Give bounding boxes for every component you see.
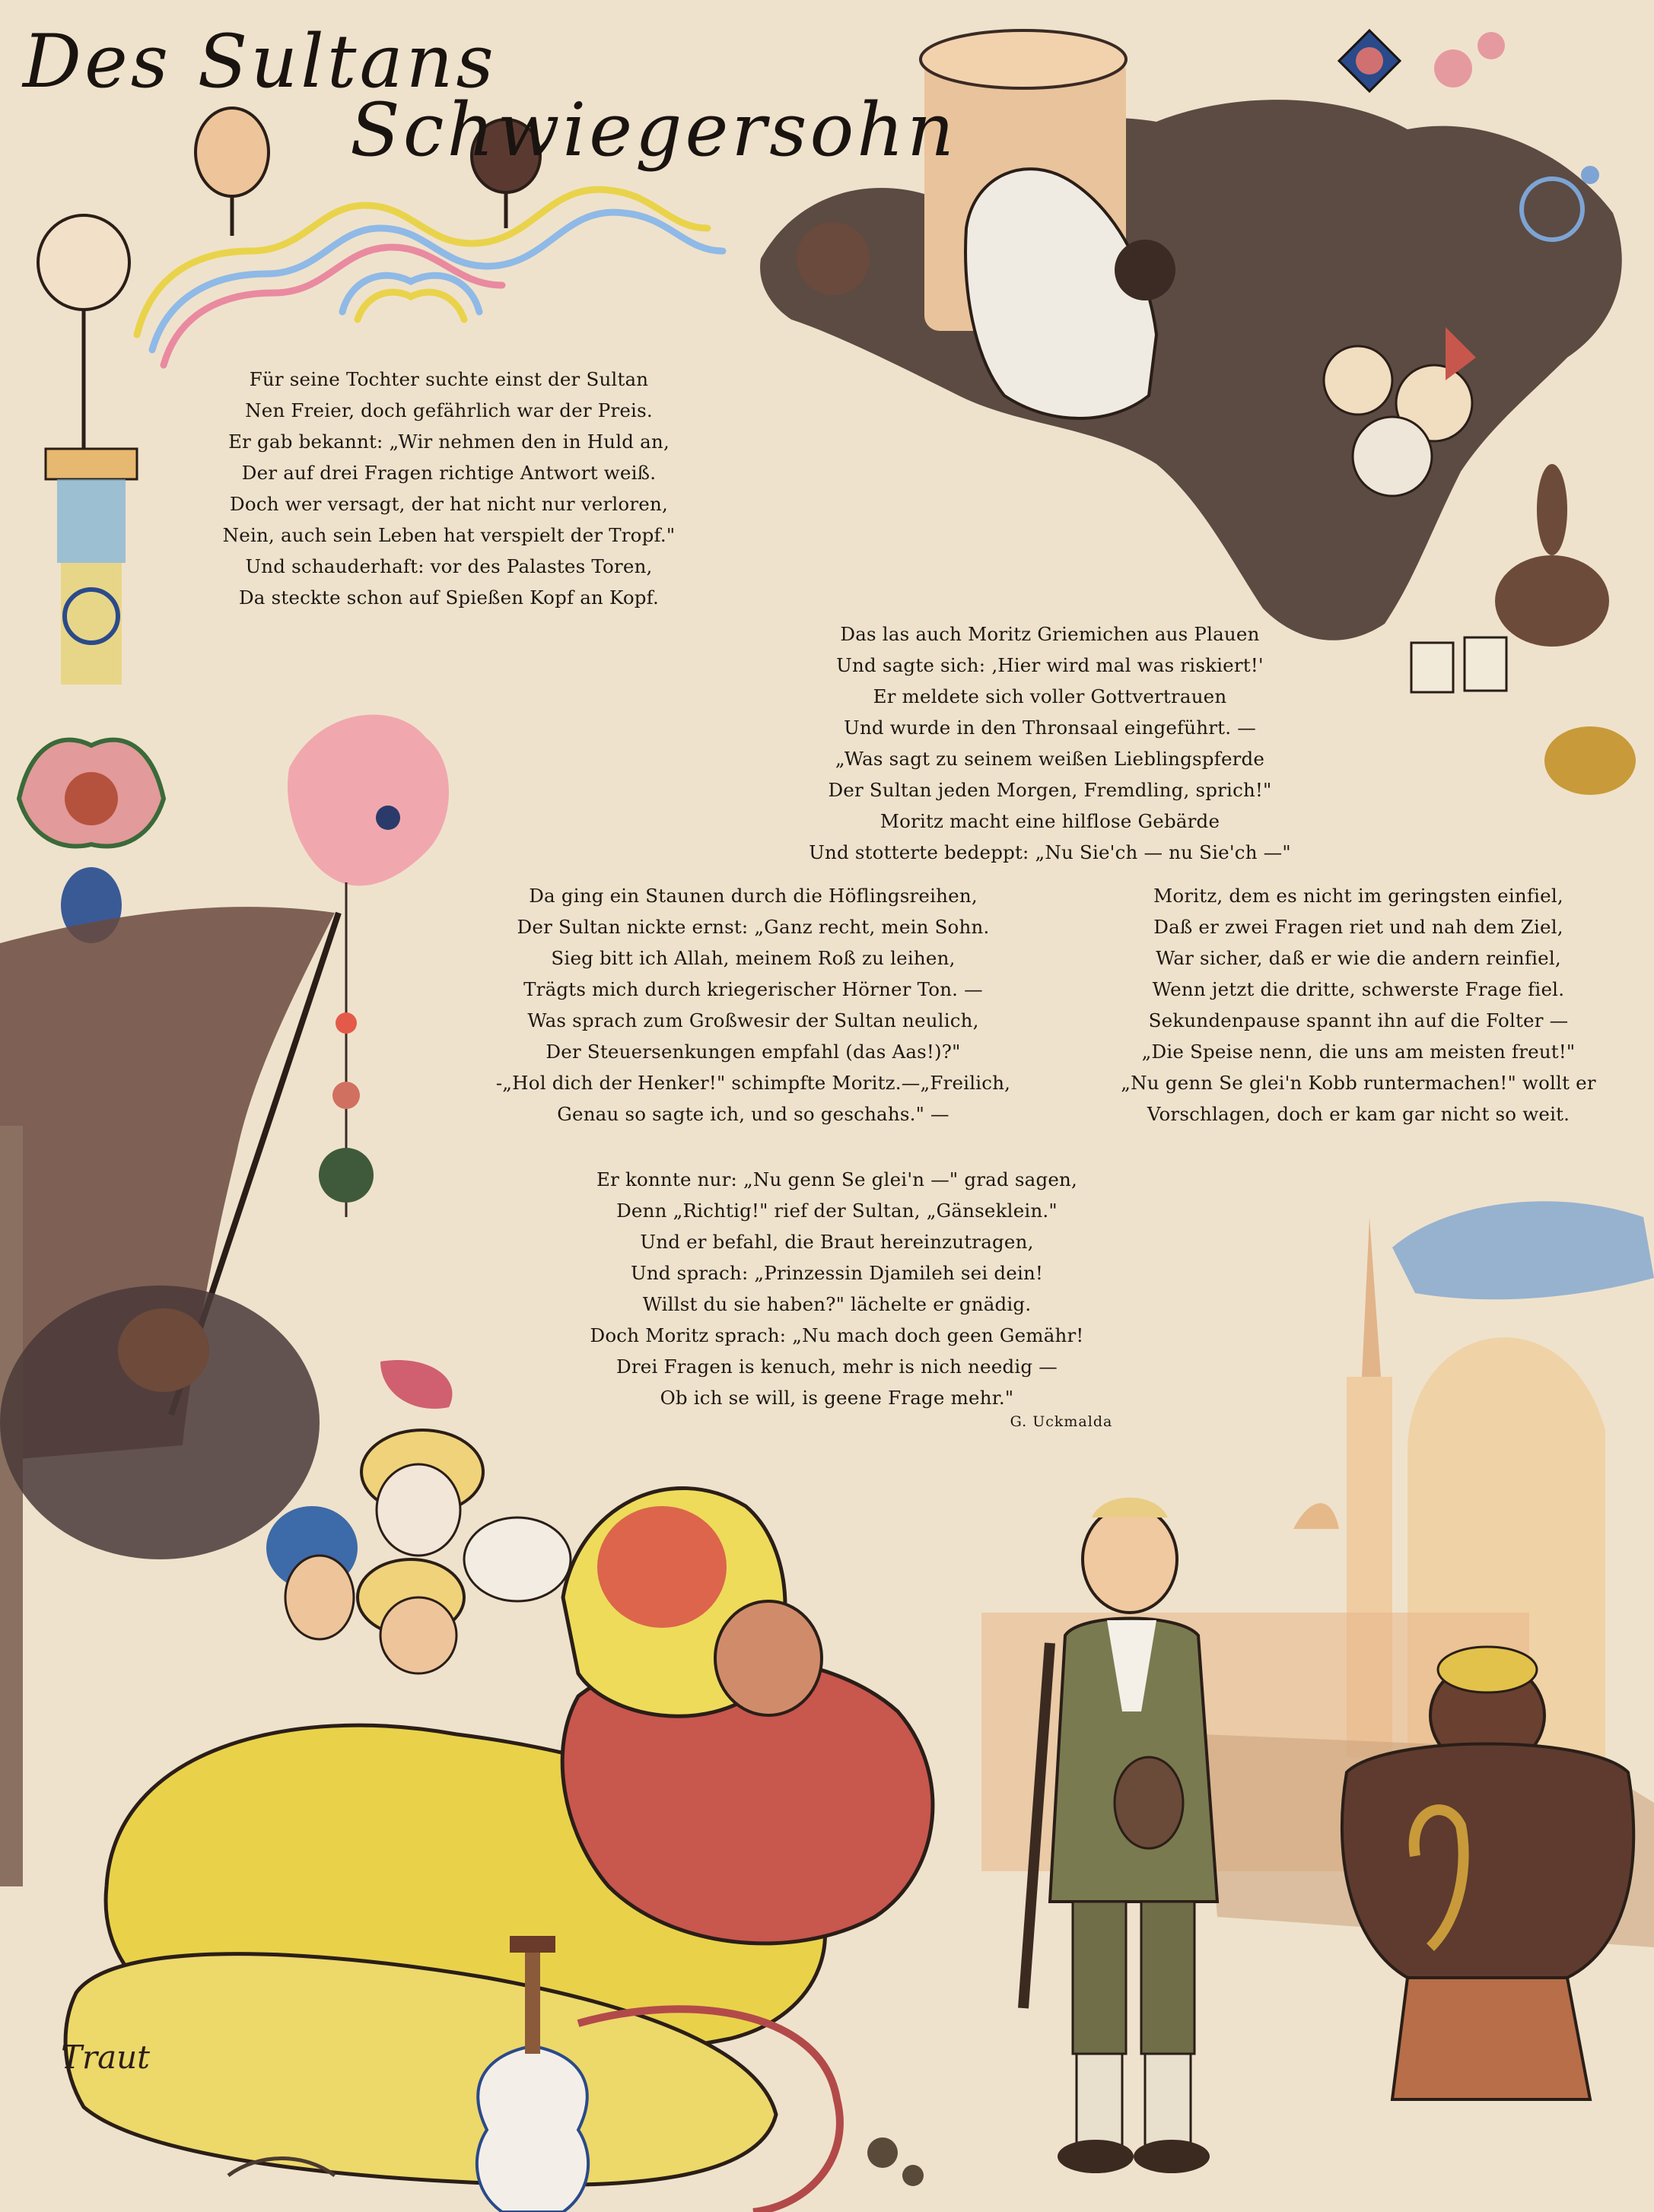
stanza-line: Sieg bitt ich Allah, meinem Roß zu leihen,: [551, 947, 956, 969]
stanza-line: War sicher, daß er wie die andern reinfiel,: [1156, 947, 1561, 969]
courtiers: [0, 1286, 571, 1673]
stanza-line: Trägts mich durch kriegerischer Hörner Ton. —: [523, 978, 983, 1000]
stanza-line: Und stotterte bedeppt: „Nu Sie'ch — nu Sie'ch —": [809, 841, 1291, 863]
stanza-line: Denn „Richtig!" rief der Sultan, „Gänseklein.": [616, 1200, 1058, 1222]
stanza-line: Er konnte nur: „Nu genn Se glei'n —" grad sagen,: [596, 1168, 1077, 1190]
arch-ornament: [137, 189, 723, 365]
stanza-5: [533, 1164, 1141, 1413]
stanza-line: Vorschlagen, doch er kam gar nicht so weit.: [1147, 1103, 1570, 1125]
stanza-2: [761, 618, 1339, 868]
stanza-line: Das las auch Moritz Griemichen aus Plauen: [840, 623, 1260, 645]
stanza-line: „Nu genn Se glei'n Kobb runtermachen!" wollt er: [1121, 1072, 1596, 1094]
stanza-line: Doch Moritz sprach: „Nu mach doch geen Gemähr!: [590, 1324, 1084, 1346]
stanza-line: Und schauderhaft: vor des Palastes Toren,: [245, 555, 653, 577]
moritz: [1023, 1498, 1217, 2173]
stanza-line: Da ging ein Staunen durch die Höflingsreihen,: [529, 885, 978, 907]
stanza-line: Ob ich se will, is geene Frage mehr.": [660, 1387, 1014, 1409]
title-line-2: Schwiegersohn: [350, 87, 957, 173]
stanza-line: Wenn jetzt die dritte, schwerste Frage fiel.: [1152, 978, 1565, 1000]
left-column: [19, 449, 164, 943]
stanza-line: Der auf drei Fragen richtige Antwort weiß.: [241, 462, 657, 484]
stanza-line: Und er befahl, die Braut hereinzutragen,: [640, 1231, 1034, 1253]
stanza-line: Und sprach: „Prinzessin Djamileh sei dein!: [630, 1262, 1044, 1284]
stanza-line: Da steckte schon auf Spießen Kopf an Kopf.: [238, 586, 660, 609]
stanza-line: Willst du sie haben?" lächelte er gnädig.: [642, 1293, 1032, 1315]
stanza-line: Für seine Tochter suchte einst der Sultan: [249, 368, 649, 390]
stanza-line: Nen Freier, doch gefährlich war der Preis.: [245, 399, 653, 421]
stanza-line: Der Sultan nickte ernst: „Ganz recht, mein Sohn.: [517, 916, 990, 938]
stanza-line: Und wurde in den Thronsaal eingeführt. —: [844, 717, 1256, 739]
stanza-line: „Was sagt zu seinem weißen Lieblingspferde: [835, 748, 1265, 770]
stanza-line: Sekundenpause spannt ihn auf die Folter —: [1148, 1009, 1569, 1031]
stanza-line: -„Hol dich der Henker!" schimpfte Moritz.—„Freilich,: [495, 1072, 1011, 1094]
stanza-line: Nein, auch sein Leben hat verspielt der Tropf.": [222, 524, 676, 546]
title-line-1: Des Sultans: [23, 19, 497, 104]
artist-signature: Traut: [61, 2039, 151, 2076]
stanza-line: Der Steuersenkungen empfahl (das Aas!)?": [546, 1041, 961, 1063]
stanza-line: Moritz macht eine hilflose Gebärde: [879, 810, 1220, 832]
stanza-line: Und sagte sich: ‚Hier wird mal was riskiert!': [836, 654, 1264, 676]
stanza-line: „Die Speise nenn, die uns am meisten freut!": [1141, 1041, 1576, 1063]
stanza-1: [145, 364, 753, 613]
stanza-line: Der Sultan jeden Morgen, Fremdling, sprich!": [828, 779, 1272, 801]
stanza-line: Genau so sagte ich, und so geschahs." —: [557, 1103, 949, 1125]
stanza-line: Moritz, dem es nicht im geringsten einfiel,: [1153, 885, 1563, 907]
stanza-line: Doch wer versagt, der hat nicht nur verloren,: [230, 493, 668, 515]
author-credit: G. Uckmalda: [1010, 1413, 1113, 1430]
stanza-4: [1079, 880, 1638, 1130]
stanza-line: Er gab bekannt: „Wir nehmen den in Huld an,: [228, 431, 670, 453]
stanza-line: Er meldete sich voller Gottvertrauen: [873, 685, 1227, 707]
pink-tassel: [288, 714, 449, 1217]
stanza-3-text: [426, 880, 1080, 1130]
stanza-line: Daß er zwei Fragen riet und nah dem Ziel,: [1153, 916, 1563, 938]
stanza-line: Was sprach zum Großwesir der Sultan neulich,: [527, 1009, 979, 1031]
stanza-line: Drei Fragen is kenuch, mehr is nich needig —: [616, 1355, 1058, 1378]
